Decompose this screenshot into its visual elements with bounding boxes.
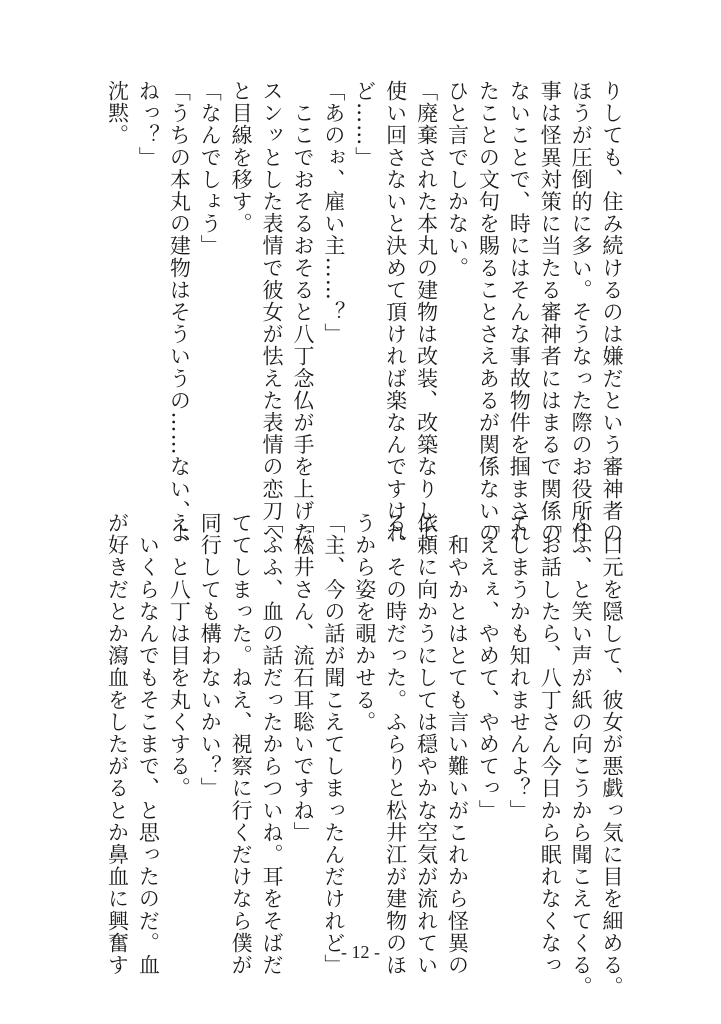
text-column: 「主、今の話が聞こえてしまったんだけれど」: [321, 512, 346, 977]
text-column: 「ふふ、血の話だったからついね。耳をそばだ: [260, 512, 285, 977]
text-column: いくらなんでもそこまで、と思ったのだ。血: [136, 512, 161, 977]
text-column: 「お話したら、八丁さん今日から眠れなくなっ: [538, 512, 563, 977]
text-column: 事は怪異対策に当たる審神者にはまるで関係の: [538, 80, 563, 545]
text-column: りしても、住み続けるのは嫌だという審神者の: [600, 80, 624, 545]
text-column: ここでおそるおそると八丁念仏が手を上げた。: [290, 80, 315, 567]
text-column: 「廃棄された本丸の建物は改装、改築なりして: [414, 80, 439, 545]
text-column: 同行しても構わないかい？」: [198, 512, 223, 800]
text-column: ひと言でしかない。: [445, 80, 470, 279]
text-column: え、と八丁は目を丸くする。: [167, 512, 192, 800]
upper-text-block: [102, 80, 627, 567]
text-column: ほうが圧倒的に多い。そうなった際のお役所仕: [569, 80, 594, 545]
text-column: ふふ、と笑い声が紙の向こうから聞こえてくる。: [569, 512, 594, 999]
text-column: が好きだとか瀉血をしたがるとか鼻血に興奮す: [105, 512, 130, 977]
text-column: 「うちの本丸の建物はそういうの……ない、よ: [167, 80, 192, 545]
text-column: ててしまった。ねえ、視察に行くだけなら僕が: [229, 512, 254, 977]
text-column: 「なんでしょう」: [198, 80, 223, 257]
text-column: 「ええぇ、やめて、やめてっ」: [476, 512, 501, 822]
text-column: たことの文句を賜ることさえあるが関係ないの: [476, 80, 501, 545]
text-column: てしまうかも知れませんよ？」: [507, 512, 532, 822]
text-column: 依頼に向かうにしては穏やかな空気が流れてい: [414, 512, 439, 977]
text-column: 使い回さないと決めて頂ければ楽なんですけれ: [383, 80, 408, 545]
text-column: 「松井さん、流石耳聡いですね」: [290, 512, 315, 844]
text-column: ど……」: [352, 80, 377, 169]
text-column: 和やかとはとても言い難いがこれから怪異の: [445, 512, 470, 977]
text-column: うから姿を覗かせる。: [352, 512, 377, 733]
text-column: と目線を移す。: [229, 80, 254, 235]
text-column: スンッとした表情で彼女が怯えた表情の恋刀へ: [260, 80, 285, 545]
text-column: 口元を隠して、彼女が悪戯っ気に目を細める。: [600, 512, 624, 999]
page-number: - 12 -: [341, 942, 380, 962]
text-column: 「あのぉ、雇い主……？」: [321, 80, 346, 346]
text-column: ないことで、時にはそんな事故物件を掴まされ: [507, 80, 532, 545]
text-column: る、その時だった。ふらりと松井江が建物のほ: [383, 512, 408, 977]
text-column: 沈黙。: [105, 80, 130, 147]
text-column: ねっ？」: [136, 80, 161, 169]
